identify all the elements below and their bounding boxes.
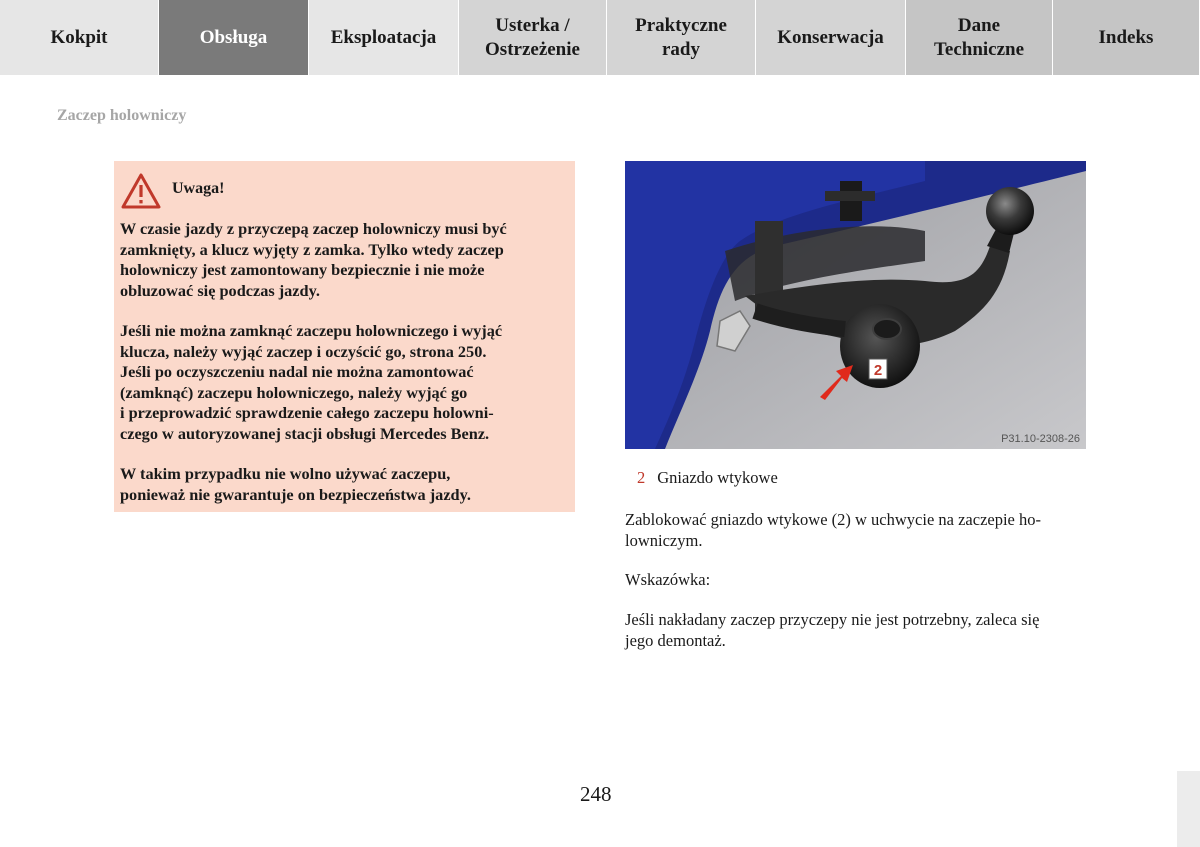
- caption-number: 2: [637, 468, 646, 487]
- caption-text: Gniazdo wtykowe: [657, 468, 778, 487]
- chapter-tabs: [0, 0, 1200, 75]
- warning-box: [114, 161, 575, 512]
- figure-code: P31.10-2308-26: [1001, 433, 1080, 445]
- warning-paragraph: W takim przypadku nie wolno używać zaczepu, ponieważ nie gwarantuje on bezpieczeństwa jazdy.: [120, 464, 471, 504]
- corner-tab: [1177, 771, 1200, 847]
- figure-callout-2: 2: [873, 362, 883, 379]
- tab-konserwacja[interactable]: Konserwacja: [756, 0, 906, 75]
- tab-usterka-ostrzezenie[interactable]: Usterka / Ostrzeżenie: [459, 0, 607, 75]
- tab-kokpit[interactable]: Kokpit: [0, 0, 159, 75]
- note-text: Jeśli nakładany zaczep przyczepy nie jest potrzebny, zaleca się jego demontaż.: [625, 610, 1040, 650]
- tab-praktyczne-rady[interactable]: Praktyczne rady: [607, 0, 756, 75]
- warning-paragraph: W czasie jazdy z przyczepą zaczep holowniczy musi być zamknięty, a klucz wyjęty z zamka. Tylko wtedy zaczep holowniczy jest zamontowany bezpiecznie i nie może obluzować się podczas jazdy.: [120, 219, 507, 300]
- tab-indeks[interactable]: Indeks: [1053, 0, 1200, 75]
- warning-paragraph: Jeśli nie można zamknąć zaczepu holowniczego i wyjąć klucza, należy wyjąć zaczep i oczyścić go, strona 250. Jeśli po oczyszczeniu nadal nie można zamontować (zamknąć) zaczepu holowniczego, należy wyjąć go i przeprowadzić sprawdzenie całego zaczepu holowni- czego w autoryzowanej stacji obsługi Mercedes Benz.: [120, 321, 503, 443]
- tab-dane-techniczne[interactable]: Dane Techniczne: [906, 0, 1053, 75]
- tow-hitch-illustration: [625, 161, 1086, 449]
- note-heading: Wskazówka:: [625, 570, 711, 589]
- instruction-text: Zablokować gniazdo wtykowe (2) w uchwycie na zaczepie ho- lowniczym.: [625, 510, 1041, 550]
- page-number: 248: [580, 782, 612, 806]
- figure-caption: [637, 468, 778, 488]
- warning-title: Uwaga!: [172, 180, 225, 197]
- tab-obsluga[interactable]: Obsługa: [159, 0, 309, 75]
- tow-hitch-figure: [625, 161, 1086, 449]
- warning-header: [120, 173, 569, 213]
- section-title: Zaczep holowniczy: [57, 107, 187, 124]
- tab-eksploatacja[interactable]: Eksploatacja: [309, 0, 459, 75]
- warning-triangle-icon: [120, 172, 162, 215]
